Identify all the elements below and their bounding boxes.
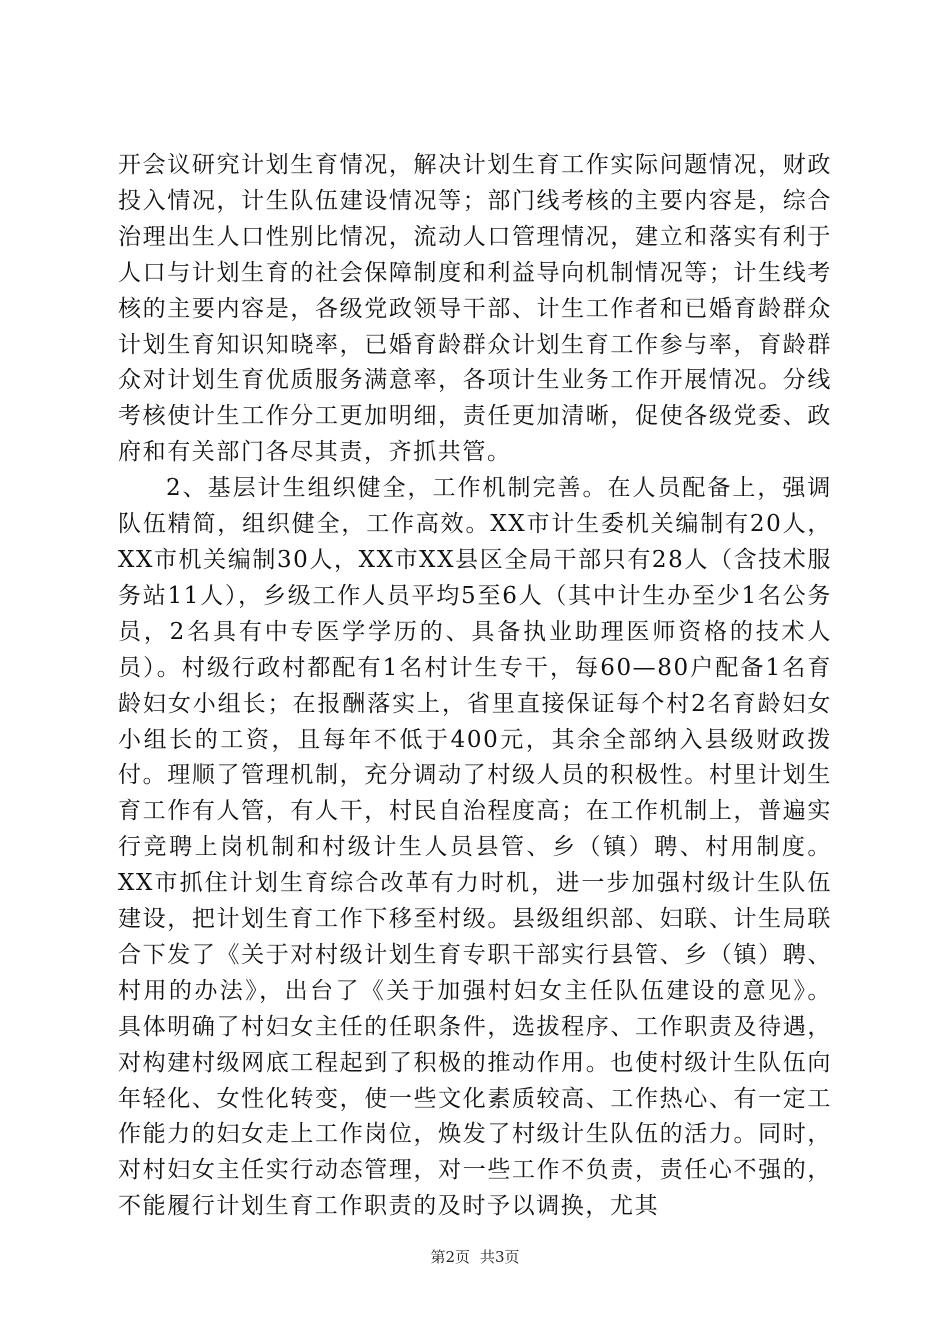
paragraph-continuation: 开会议研究计划生育情况，解决计划生育工作实际问题情况，财政投入情况，计生队伍建设情况等；部门线考核的主要内容是，综合治理出生人口性别比情况，流动人口管理情况，建立和落实有利于人口与计划生育的社会保障制度和利益导向机制情况等；计生线考核的主要内容是，各级党政领导干部、计生工作者和已婚育龄群众计划生育知识知晓率，已婚育龄群众计划生育工作参与率，育龄群众对计划生育优质服务满意率，各项计生业务工作开展情况。分线考核使计生工作分工更加明细，责任更加清晰，促使各级党委、政府和有关部门各尽其责，齐抓共管。 — [118, 152, 832, 466]
page-footer — [0, 1246, 950, 1267]
page-total: 共3页 — [480, 1248, 520, 1266]
document-body — [118, 148, 832, 1225]
page-number: 第2页 — [430, 1248, 470, 1266]
paragraph-section-2: 2、基层计生组织健全，工作机制完善。在人员配备上，强调队伍精简，组织健全，工作高效。XX市计生委机关编制有20人，XX市机关编制30人，XX市XX县区全局干部只有28人（含技术服务站11人），乡级工作人员平均5至6人（其中计生办至少1名公务员，2名具有中专医学学历的、具备执业助理医师资格的技术人员）。村级行政村都配有1名村计生专干，每60—80户配备1名育龄妇女小组长；在报酬落实上，省里直接保证每个村2名育龄妇女小组长的工资，且每年不低于400元，其余全部纳入县级财政拨付。理顺了管理机制，充分调动了村级人员的积极性。村里计划生育工作有人管，有人干，村民自治程度高；在工作机制上，普遍实行竞聘上岗机制和村级计生人员县管、乡（镇）聘、村用制度。XX市抓住计划生育综合改革有力时机，进一步加强村级计生队伍建设，把计划生育工作下移至村级。县级组织部、妇联、计生局联合下发了《关于对村级计划生育专职干部实行县管、乡（镇）聘、村用的办法》，出台了《关于加强村妇女主任队伍建设的意见》。具体明确了村妇女主任的任职条件，选拔程序、工作职责及待遇，对构建村级网底工程起到了积极的推动作用。也使村级计生队伍向年轻化、女性化转变，使一些文化素质较高、工作热心、有一定工作能力的妇女走上工作岗位，焕发了村级计生队伍的活力。同时，对村妇女主任实行动态管理，对一些工作不负责，责任心不强的，不能履行计划生育工作职责的及时予以调换，尤其 — [118, 475, 832, 1220]
